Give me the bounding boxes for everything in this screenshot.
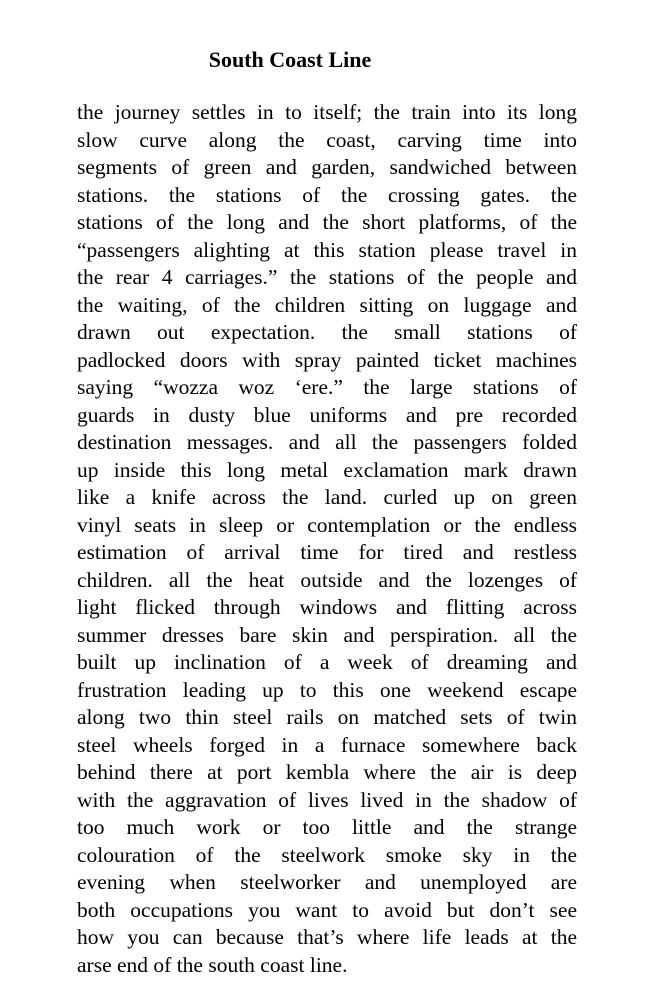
text-line: evening when steelworker and unemployed are: [77, 870, 577, 894]
text-line: with the aggravation of lives lived in the shadow of: [77, 787, 577, 812]
text-line: children. all the heat outside and the lozenges of: [77, 567, 577, 592]
text-line: segments of green and garden, sandwiched between: [77, 155, 577, 179]
page-title: South Coast Line: [208, 47, 372, 72]
text-line: behind there at port kembla where the air is deep: [77, 760, 577, 784]
text-line: built up inclination of a week of dreaming and: [77, 650, 577, 674]
text-line: arse end of the south coast line.: [77, 952, 348, 977]
text-line: “passengers alighting at this station please travel in: [77, 237, 577, 262]
text-line: too much work or too little and the strange: [77, 815, 577, 839]
text-line: stations of the long and the short platforms, of the: [77, 210, 577, 234]
text-line: light flicked through windows and flitting across: [77, 595, 577, 619]
poem-body: [77, 99, 577, 979]
text-line: like a knife across the land. curled up on green: [77, 485, 577, 509]
text-line: stations. the stations of the crossing gates. the: [77, 182, 577, 207]
text-line: the rear 4 carriages.” the stations of the people and: [77, 265, 577, 289]
text-line: frustration leading up to this one weekend escape: [77, 677, 577, 702]
text-line: the journey settles in to itself; the train into its long: [77, 100, 577, 124]
text-line: estimation of arrival time for tired and restless: [77, 540, 577, 564]
text-line: up inside this long metal exclamation mark drawn: [77, 457, 577, 482]
text-line: summer dresses bare skin and perspiration. all the: [77, 622, 577, 647]
text-line: saying “wozza woz ‘ere.” the large stations of: [77, 375, 577, 399]
text-line: steel wheels forged in a furnace somewhere back: [77, 732, 577, 757]
text-line: colouration of the steelwork smoke sky in the: [77, 842, 577, 867]
text-line: padlocked doors with spray painted ticket machines: [77, 347, 577, 372]
text-line: along two thin steel rails on matched sets of twin: [77, 705, 577, 729]
text-line: vinyl seats in sleep or contemplation or the endless: [77, 512, 577, 537]
text-line: destination messages. and all the passengers folded: [77, 430, 577, 454]
text-line: guards in dusty blue uniforms and pre recorded: [77, 402, 577, 427]
text-line: drawn out expectation. the small stations of: [77, 320, 577, 344]
text-line: the waiting, of the children sitting on luggage and: [77, 292, 577, 317]
text-line: how you can because that’s where life leads at the: [77, 925, 577, 949]
text-line: slow curve along the coast, carving time into: [77, 127, 577, 152]
text-line: both occupations you want to avoid but don’t see: [77, 897, 577, 922]
